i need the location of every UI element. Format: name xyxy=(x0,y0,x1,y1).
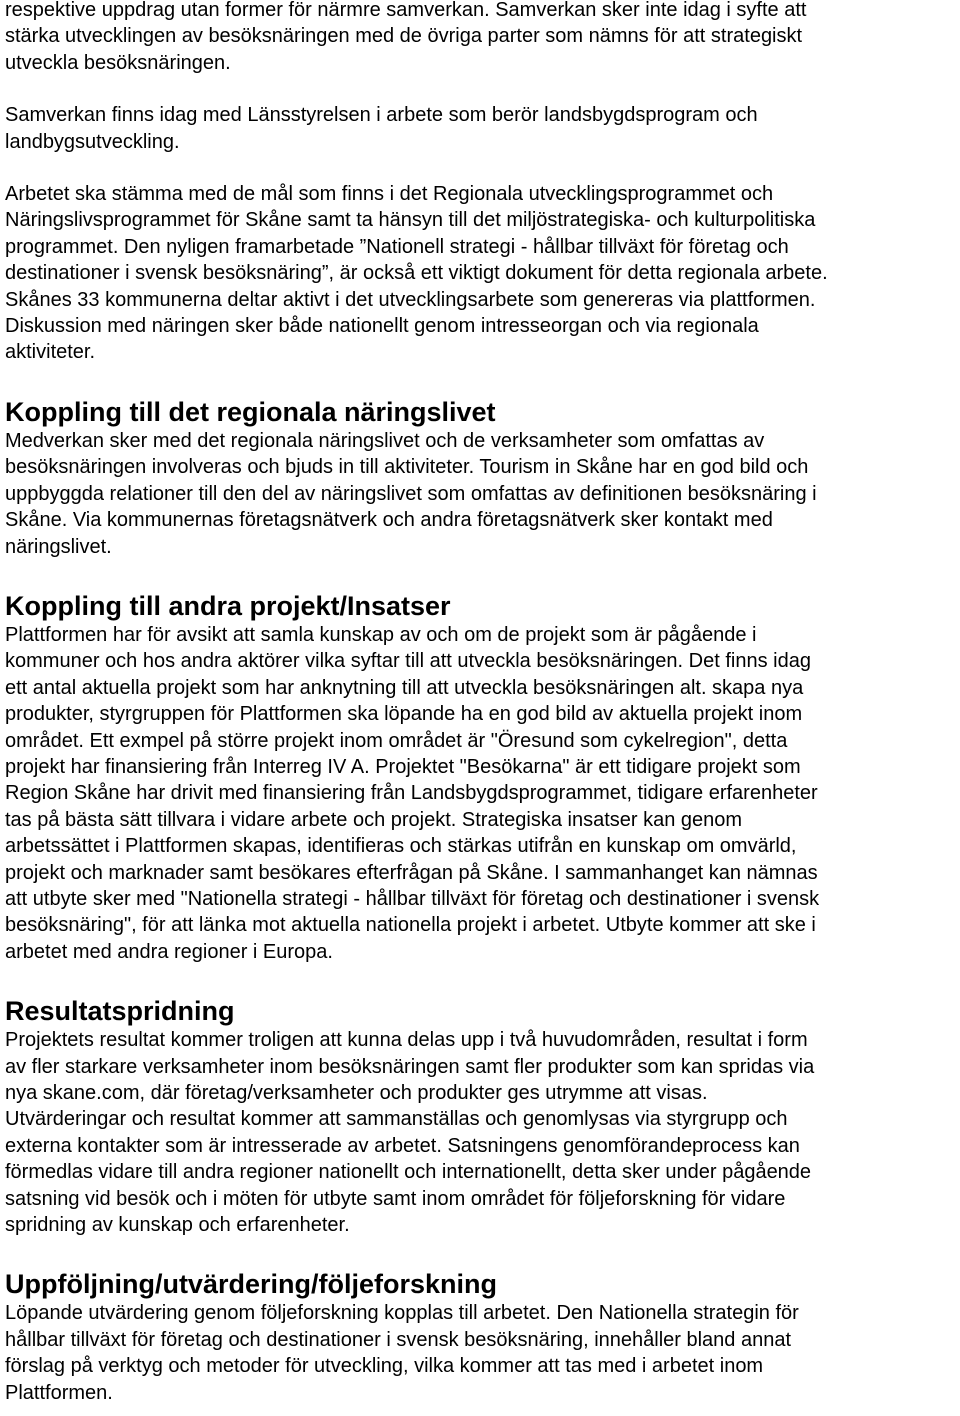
intro-paragraph-1: respektive uppdrag utan former för närmre samverkan. Samverkan sker inte idag i syfte att stärka utvecklingen av besöksnäringen med de övriga parter som nämns för att strategiskt utveckla besöksnäringen. xyxy=(5,0,807,74)
intro-paragraph-2: Samverkan finns idag med Länsstyrelsen i arbete som berör landsbygdsprogram och landbygsutveckling. xyxy=(5,104,758,153)
section-body-dissemination: Projektets resultat kommer troligen att kunna delas upp i två huvudområden, resultat i form av fler starkare verksamheter inom besöksnäringen samt fler produkter som kan spridas via nya skane.com, där företag/verksamheter och produkter ges utrymme att visas. Utvärderingar och resultat kommer att sammanställas och genomlysas via styrgrupp och externa kontakter som är intresserade av arbetet. Satsningens genomförandeprocess kan förmedlas vidare till andra regioner nationellt och internationellt, detta sker under pågående satsning vid besök och i möten för utbyte samt inom området för följeforskning för vidare spridning av kunskap och erfarenheter. xyxy=(5,1029,815,1237)
section-heading-other-projects: Koppling till andra projekt/Insatser xyxy=(5,590,451,621)
intro-paragraph-3: Arbetet ska stämma med de mål som finns i det Regionala utvecklingsprogrammet och Näringslivsprogrammet för Skåne samt ta hänsyn till det miljöstrategiska- och kulturpolitiska programmet. Den nyligen framarbetade ”Nationell strategi - hållbar tillväxt för företag och destinationer i svensk besöksnäring”, är också ett viktigt dokument för detta regionala arbete. Skånes 33 kommunerna deltar aktivt i det utvecklingsarbete som genereras via plattformen. Diskussion med näringen sker både nationellt genom intresseorgan och via regionala aktiviteter. xyxy=(5,183,828,364)
section-body-other-projects: Plattformen har för avsikt att samla kunskap av och om de projekt som är pågående i kommuner och hos andra aktörer vilka syftar till att utveckla besöksnäringen. Det finns idag ett antal aktuella projekt som har anknytning till att utveckla besöksnäringen alt. skapa nya produkter, styrgruppen för Plattformen ska löpande ha en god bild av aktuella projekt inom området. Ett exmpel på större projekt inom området är "Öresund som cykelregion", detta projekt har finansiering från Interreg IV A. Projektet "Besökarna" är ett tidigare projekt som Region Skåne har drivit med finansiering från Landsbygdsprogrammet, tidigare erfarenheter tas på bästa sätt tillvara i vidare arbete och projekt. Strategiska insatser kan genom arbetssättet i Plattformen skapas, identifieras och stärkas utifrån en kunskap om omvärld, projekt och marknader samt besökares efterfrågan på Skåne. I sammanhanget kan nämnas att utbyte sker med "Nationella strategi - hållbar tillväxt för företag och destinationer i svensk besöksnäring", för att länka mot aktuella nationella projekt i arbetet. Utbyte kommer att ske i arbetet med andra regioner i Europa. xyxy=(5,623,820,963)
section-body-evaluation: Löpande utvärdering genom följeforskning kopplas till arbetet. Den Nationella strategin för hållbar tillväxt för företag och destinationer i svensk besöksnäring, innehåller bland annat förslag på verktyg och metoder för utveckling, vilka kommer att tas med i arbetet inom Plattformen. xyxy=(5,1302,799,1404)
document-page xyxy=(5,0,957,1406)
section-body-regional-business: Medverkan sker med det regionala näringslivet och de verksamheter som omfattas av besöksnäringen involveras och bjuds in till aktiviteter. Tourism in Skåne har en god bild och uppbyggda relationer till den del av näringslivet som omfattas av definitionen besöksnäring i Skåne. Via kommunernas företagsnätverk och andra företagsnätverk sker kontakt med näringslivet. xyxy=(5,429,817,558)
section-heading-dissemination: Resultatspridning xyxy=(5,996,235,1027)
section-heading-evaluation: Uppföljning/utvärdering/följeforskning xyxy=(5,1269,497,1300)
section-heading-regional-business: Koppling till det regionala näringslivet xyxy=(5,396,496,427)
